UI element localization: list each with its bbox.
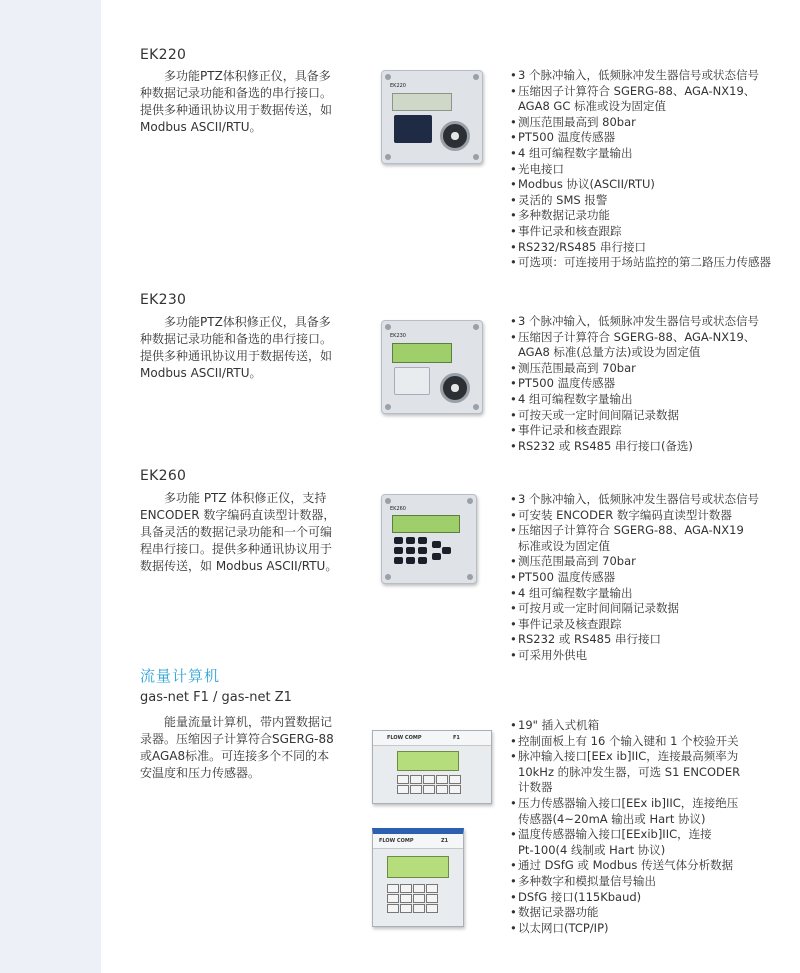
screw-icon bbox=[385, 154, 391, 160]
list-item: • 4 组可编程数字量输出 bbox=[510, 586, 795, 602]
ek230-display bbox=[392, 343, 452, 363]
ek260-display bbox=[392, 515, 460, 533]
list-item: • 光电接口 bbox=[510, 162, 795, 178]
screw-icon bbox=[473, 404, 479, 410]
ek230-desc-line: Modbus ASCII/RTU。 bbox=[140, 366, 262, 380]
list-item: • 可安装 ENCODER 数字编码直读型计数器 bbox=[510, 508, 795, 524]
list-item: • 压缩因子计算符合 SGERG-88、AGA-NX19、 AGA8 标准(总量方法)或设为固定值 bbox=[510, 330, 795, 361]
list-item: • PT500 温度传感器 bbox=[510, 130, 795, 146]
list-item: • RS232 或 RS485 串行接口 bbox=[510, 632, 795, 648]
ek260-desc-line: 数据传送，如 Modbus ASCII/RTU。 bbox=[140, 559, 338, 573]
ek230-desc-line: 种数据记录功能和备选的串行接口。 bbox=[140, 332, 333, 346]
screw-icon bbox=[385, 404, 391, 410]
list-item: • 灵活的 SMS 报警 bbox=[510, 193, 795, 209]
list-item: • PT500 温度传感器 bbox=[510, 570, 795, 586]
gas-net-f1-device-image bbox=[372, 730, 492, 804]
ek230-device-image bbox=[381, 320, 483, 414]
z1-model: Z1 bbox=[441, 838, 449, 844]
ek260-desc-line: 具备灵活的数据记录功能和一个可编 bbox=[140, 525, 333, 539]
ek260-model-title: EK260 bbox=[140, 468, 187, 484]
ek230-feature-list bbox=[510, 314, 795, 454]
list-item: • 事件记录及核查跟踪 bbox=[510, 617, 795, 633]
flow-subtitle: gas-net F1 / gas-net Z1 bbox=[140, 690, 292, 705]
list-item: • 通过 DSfG 或 Modbus 传送气体分析数据 bbox=[510, 858, 795, 874]
screw-icon bbox=[467, 498, 473, 504]
f1-model: F1 bbox=[453, 735, 460, 741]
screw-icon bbox=[467, 574, 473, 580]
ek220-feature-list bbox=[510, 68, 795, 271]
list-item: • Modbus 协议(ASCII/RTU) bbox=[510, 177, 795, 193]
list-item: • 事件记录和核查跟踪 bbox=[510, 423, 795, 439]
ek230-keypad bbox=[394, 367, 430, 395]
list-item: • 压缩因子计算符合 SGERG-88、AGA-NX19 标准或设为固定值 bbox=[510, 523, 795, 554]
screw-icon bbox=[385, 574, 391, 580]
list-item: • 数据记录器功能 bbox=[510, 905, 795, 921]
flow-desc-line: 能量流量计算机，带内置数据记 bbox=[164, 715, 333, 729]
ek230-description bbox=[140, 314, 365, 382]
ek220-model-title: EK220 bbox=[140, 47, 187, 63]
list-item: • 4 组可编程数字量输出 bbox=[510, 392, 795, 408]
list-item: • 以太网口(TCP/IP) bbox=[510, 921, 795, 937]
flow-desc-line: 安温度和压力传感器。 bbox=[140, 766, 261, 780]
flow-description bbox=[140, 714, 365, 782]
list-item: • 温度传感器输入接口[EExib]IIC，连接 Pt-100(4 线制或 Hart 协议) bbox=[510, 827, 795, 858]
ek230-model-title: EK230 bbox=[140, 292, 187, 308]
list-item: • PT500 温度传感器 bbox=[510, 376, 795, 392]
ek260-keypad bbox=[392, 535, 452, 569]
list-item: • 事件记录和核查跟踪 bbox=[510, 224, 795, 240]
ek220-seal-knob bbox=[440, 121, 470, 151]
screw-icon bbox=[385, 498, 391, 504]
z1-logo: FLOW COMP bbox=[379, 838, 414, 844]
list-item: • 压力传感器输入接口[EEx ib]IIC，连接绝压 传感器(4~20mA 输出或 Hart 协议) bbox=[510, 796, 795, 827]
list-item: • RS232/RS485 串行接口 bbox=[510, 240, 795, 256]
ek220-device-label: EK220 bbox=[390, 83, 406, 89]
list-item: • 控制面板上有 16 个输入键和 1 个校验开关 bbox=[510, 734, 795, 750]
ek230-desc-line: 提供多种通讯协议用于数据传送，如 bbox=[140, 349, 333, 363]
ek230-seal-knob bbox=[440, 373, 470, 403]
list-item: • 测压范围最高到 80bar bbox=[510, 115, 795, 131]
flow-feature-list bbox=[510, 718, 795, 936]
list-item: • RS232 或 RS485 串行接口(备选) bbox=[510, 439, 795, 455]
list-item: • 多种数字和模拟量信号输出 bbox=[510, 874, 795, 890]
list-item: • 3 个脉冲输入，低频脉冲发生器信号或状态信号 bbox=[510, 68, 795, 84]
list-item: • 可选项：可连接用于场站监控的第二路压力传感器 bbox=[510, 255, 795, 271]
list-item: • 测压范围最高到 70bar bbox=[510, 554, 795, 570]
list-item: • 可按天或一定时间间隔记录数据 bbox=[510, 408, 795, 424]
list-item: • 4 组可编程数字量输出 bbox=[510, 146, 795, 162]
list-item: • 多种数据记录功能 bbox=[510, 208, 795, 224]
screw-icon bbox=[385, 74, 391, 80]
screw-icon bbox=[473, 324, 479, 330]
list-item: • 脉冲输入接口[EEx ib]IIC，连接最高频率为 10kHz 的脉冲发生器，可选 S1 ENCODER 计数器 bbox=[510, 749, 795, 796]
ek230-desc-line: 多功能PTZ体积修正仪，具备多 bbox=[164, 315, 331, 329]
list-item: • 压缩因子计算符合 SGERG-88、AGA-NX19、 AGA8 GC 标准或设为固定值 bbox=[510, 84, 795, 115]
screw-icon bbox=[473, 154, 479, 160]
ek220-desc-line: 提供多种通讯协议用于数据传送，如 bbox=[140, 103, 333, 117]
ek260-desc-line: ENCODER 数字编码直读型计数器， bbox=[140, 508, 336, 522]
gas-net-z1-device-image bbox=[372, 828, 464, 927]
list-item: • 可采用外供电 bbox=[510, 648, 795, 664]
ek260-feature-list bbox=[510, 492, 795, 664]
ek260-device-label: EK260 bbox=[390, 506, 406, 512]
flow-desc-line: 或AGA8标准。可连接多个不同的本 bbox=[140, 749, 330, 763]
list-item: • 可按月或一定时间间隔记录数据 bbox=[510, 601, 795, 617]
ek260-desc-line: 多功能 PTZ 体积修正仪，支持 bbox=[164, 491, 327, 505]
flow-desc-line: 录器。压缩因子计算符合SGERG-88 bbox=[140, 732, 334, 746]
ek220-description bbox=[140, 68, 365, 136]
list-item: • DSfG 接口(115Kbaud) bbox=[510, 890, 795, 906]
screw-icon bbox=[385, 324, 391, 330]
ek260-device-image bbox=[381, 494, 477, 584]
f1-display bbox=[397, 751, 459, 771]
z1-display bbox=[387, 856, 449, 878]
ek260-description bbox=[140, 490, 365, 575]
list-item: • 3 个脉冲输入，低频脉冲发生器信号或状态信号 bbox=[510, 314, 795, 330]
screw-icon bbox=[473, 74, 479, 80]
ek220-device-image bbox=[381, 70, 483, 164]
list-item: • 测压范围最高到 70bar bbox=[510, 361, 795, 377]
list-item: • 3 个脉冲输入，低频脉冲发生器信号或状态信号 bbox=[510, 492, 795, 508]
ek220-desc-line: 多功能PTZ体积修正仪，具备多 bbox=[164, 69, 331, 83]
ek260-desc-line: 程串行接口。提供多种通讯协议用于 bbox=[140, 542, 333, 556]
ek230-device-label: EK230 bbox=[390, 333, 406, 339]
section-title-flow-computer: 流量计算机 bbox=[140, 667, 221, 685]
list-item: • 19" 插入式机箱 bbox=[510, 718, 795, 734]
f1-logo: FLOW COMP bbox=[387, 735, 422, 741]
ek220-desc-line: Modbus ASCII/RTU。 bbox=[140, 120, 262, 134]
ek220-display bbox=[392, 93, 452, 111]
ek220-keypad bbox=[394, 115, 432, 143]
ek220-desc-line: 种数据记录功能和备选的串行接口。 bbox=[140, 86, 333, 100]
